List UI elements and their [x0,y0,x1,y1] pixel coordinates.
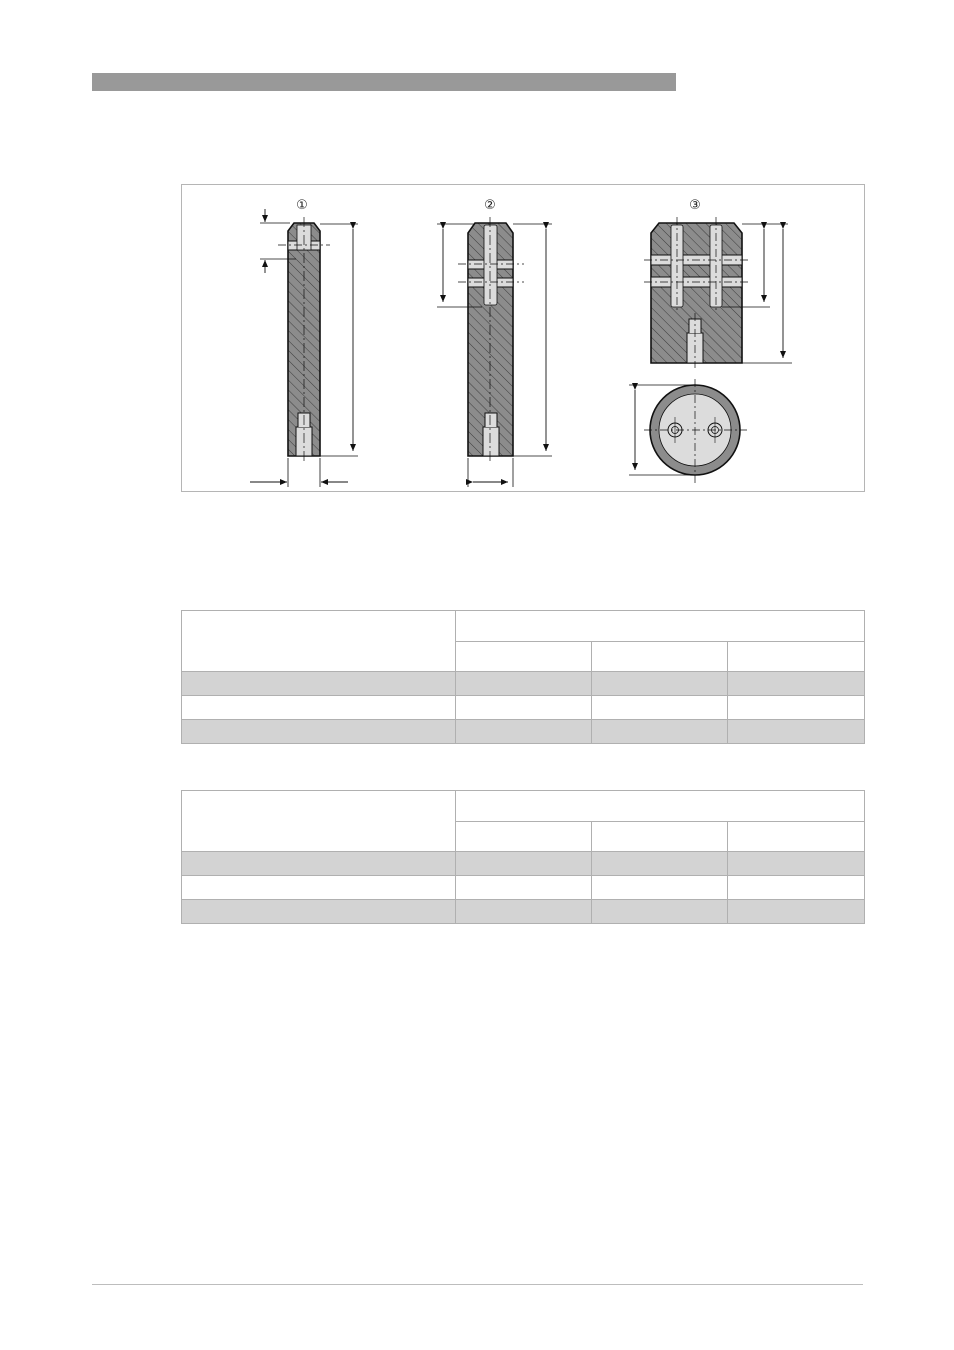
table-cell [728,852,865,876]
table-cell [182,672,456,696]
table-row [182,852,865,876]
table-cell [456,876,592,900]
table-row [182,900,865,924]
part-3-block [644,198,792,368]
table-cell [592,720,728,744]
table-header-main [182,791,456,852]
part-2-wide-rod [437,198,552,487]
table-cell [592,852,728,876]
table-cell [728,672,865,696]
table-cell [592,672,728,696]
table-cell [728,900,865,924]
table-subheader [592,822,728,852]
table-cell [592,900,728,924]
table-cell [456,696,592,720]
table-cell [182,876,456,900]
table-row [182,672,865,696]
table-cell [592,696,728,720]
table-header-main [182,611,456,672]
table-cell [456,672,592,696]
table-row [182,720,865,744]
table-row [182,696,865,720]
table-cell [728,720,865,744]
part-1-slim-rod [250,198,358,487]
drawing-canvas [182,185,866,493]
header-bar [92,73,676,91]
callout-1: ① [296,198,308,213]
table-cell [728,696,865,720]
table-subheader [592,642,728,672]
table-cell [182,900,456,924]
table-cell [182,696,456,720]
table-cell [456,852,592,876]
table-subheader [456,642,592,672]
table-cell [456,720,592,744]
table-cell [182,720,456,744]
table-row [182,876,865,900]
spec-table-2 [181,790,865,924]
table-header-group [456,791,865,822]
footer-rule [92,1284,863,1285]
part-3-round-view [629,379,747,483]
table-cell [592,876,728,900]
table-subheader [456,822,592,852]
table-subheader [728,822,865,852]
table-subheader [728,642,865,672]
technical-drawing-figure [181,184,865,492]
table-cell [182,852,456,876]
spec-table-1 [181,610,865,744]
table-header-group [456,611,865,642]
callout-2: ② [484,198,496,213]
table-cell [456,900,592,924]
table-cell [728,876,865,900]
callout-3: ③ [689,198,701,213]
